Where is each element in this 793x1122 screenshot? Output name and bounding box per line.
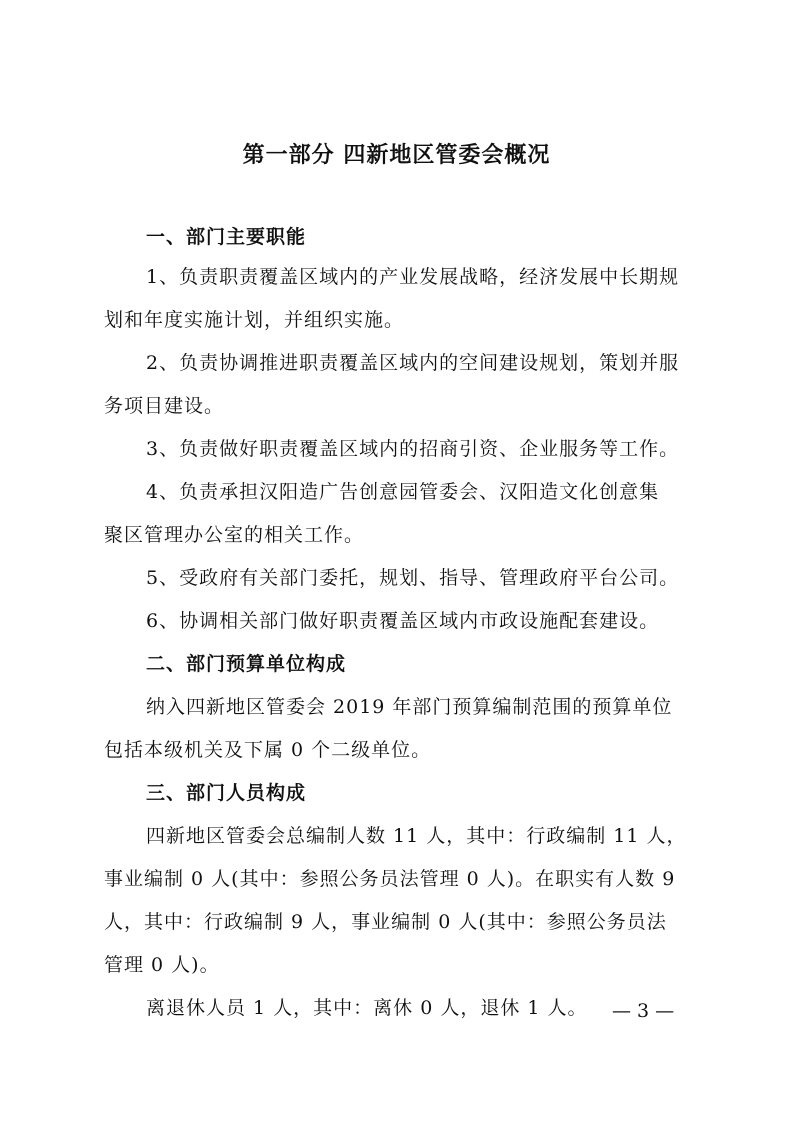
- paragraph-line: 2、负责协调推进职责覆盖区域内的空间建设规划，策划并服: [146, 352, 680, 374]
- paragraph-line: 6、协调相关部门做好职责覆盖区域内市政设施配套建设。: [146, 610, 660, 632]
- paragraph-line: 管理 0 人)。: [104, 954, 220, 976]
- paragraph-line: 事业编制 0 人(其中：参照公务员法管理 0 人)。在职实有人数 9: [104, 868, 676, 890]
- paragraph-line: 务项目建设。: [104, 395, 225, 417]
- paragraph-line: 离退休人员 1 人，其中：离休 0 人，退休 1 人。: [146, 997, 588, 1019]
- paragraph-line: 纳入四新地区管委会 2019 年部门预算编制范围的预算单位: [146, 696, 673, 718]
- page-title: 第一部分 四新地区管委会概况: [242, 143, 551, 168]
- page-number: — 3 —: [612, 1000, 675, 1022]
- section-heading-units: 二、部门预算单位构成: [146, 653, 347, 675]
- paragraph-line: 4、负责承担汉阳造广告创意园管委会、汉阳造文化创意集: [146, 481, 660, 503]
- paragraph-line: 3、负责做好职责覆盖区域内的招商引资、企业服务等工作。: [146, 438, 680, 460]
- paragraph-line: 四新地区管委会总编制人数 11 人，其中：行政编制 11 人，: [146, 825, 687, 847]
- paragraph-line: 划和年度实施计划，并组织实施。: [104, 309, 405, 331]
- paragraph-line: 包括本级机关及下属 0 个二级单位。: [104, 739, 432, 761]
- section-heading-personnel: 三、部门人员构成: [146, 782, 307, 804]
- paragraph-line: 人，其中：行政编制 9 人，事业编制 0 人(其中：参照公务员法: [104, 911, 667, 933]
- paragraph-line: 1、负责职责覆盖区域内的产业发展战略，经济发展中长期规: [146, 266, 680, 288]
- paragraph-line: 聚区管理办公室的相关工作。: [104, 524, 365, 546]
- section-heading-functions: 一、部门主要职能: [146, 226, 307, 248]
- paragraph-line: 5、受政府有关部门委托，规划、指导、管理政府平台公司。: [146, 567, 680, 589]
